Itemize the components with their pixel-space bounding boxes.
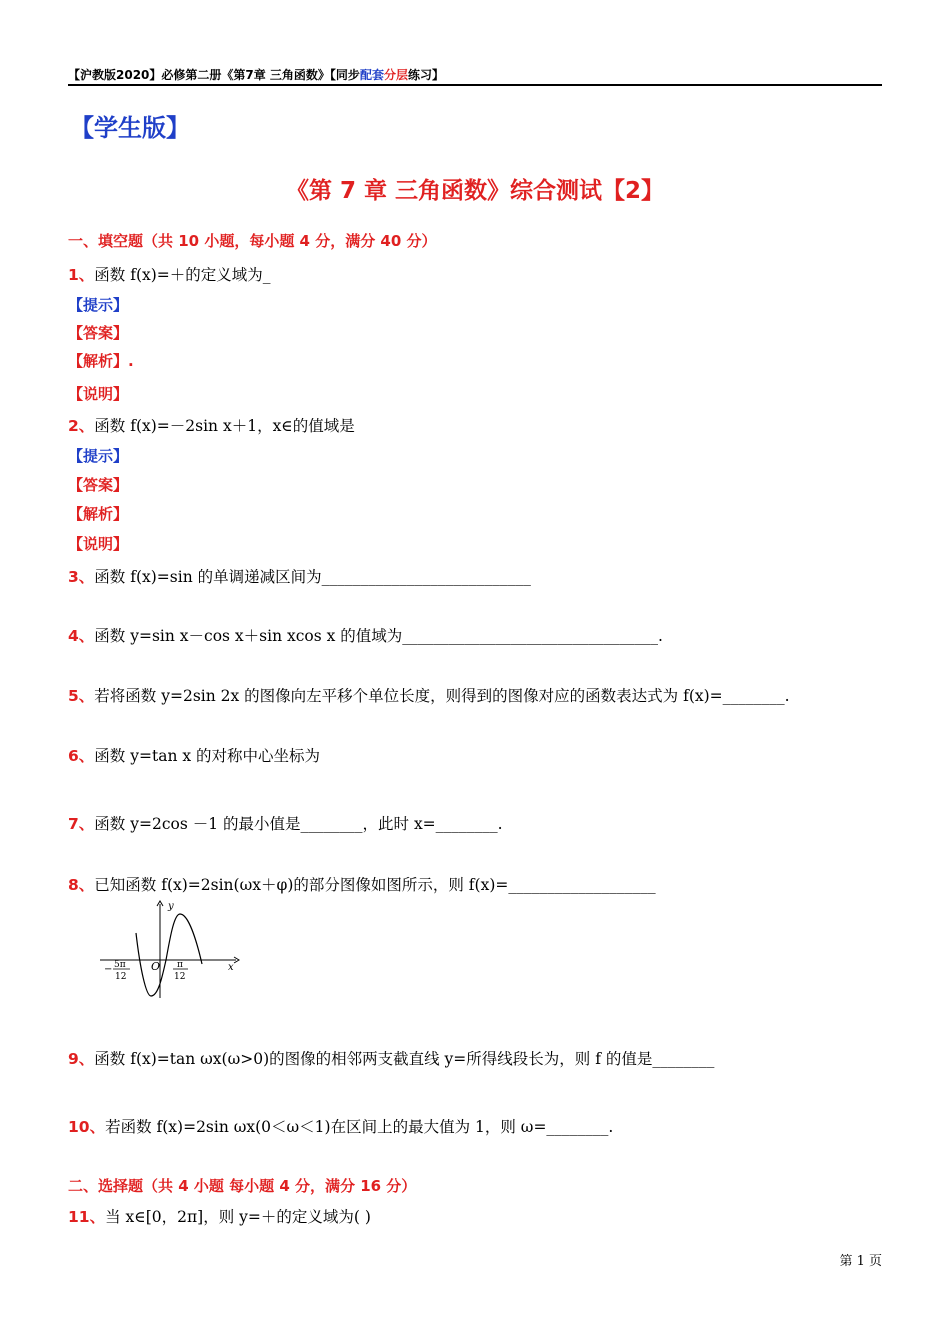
sine-graph-figure bbox=[98, 898, 248, 1000]
analysis-label: 【解析】. bbox=[68, 352, 134, 370]
section-heading-choice: 二、选择题（共 4 小题 每小题 4 分，满分 16 分） bbox=[68, 1177, 417, 1195]
question-text: 函数 f(x)=sin 的单调递减区间为___________________________ bbox=[94, 568, 531, 586]
question-text: 函数 f(x)=＋的定义域为_ bbox=[94, 266, 271, 284]
header-highlight-red: 分层 bbox=[383, 68, 408, 82]
question-4 bbox=[68, 624, 663, 646]
question-text: 函数 f(x)=－2sin x＋1，x∈的值域是 bbox=[94, 417, 355, 435]
question-number: 5、 bbox=[68, 687, 95, 705]
section-heading-fill-in: 一、填空题（共 10 小题，每小题 4 分，满分 40 分） bbox=[68, 232, 437, 250]
edition-label: 【学生版】 bbox=[70, 114, 190, 142]
question-8 bbox=[68, 873, 656, 895]
question-number: 8、 bbox=[68, 876, 95, 894]
note-label: 【说明】 bbox=[68, 385, 129, 403]
note-label: 【说明】 bbox=[68, 535, 129, 553]
hint-label: 【提示】 bbox=[68, 296, 129, 314]
answer-label: 【答案】 bbox=[68, 324, 129, 342]
left-tick-numerator: 5π bbox=[114, 960, 126, 970]
header-highlight-blue: 配套 bbox=[359, 68, 384, 82]
question-9 bbox=[68, 1047, 714, 1069]
question-6 bbox=[68, 744, 320, 766]
right-tick-denominator: 12 bbox=[174, 972, 186, 982]
sine-curve bbox=[136, 914, 202, 996]
question-number: 3、 bbox=[68, 568, 95, 586]
header-text: 【沪教版2020】必修第二册《第7章 三角函数》【同步 bbox=[68, 68, 360, 82]
header-divider bbox=[68, 84, 882, 86]
question-number: 2、 bbox=[68, 417, 95, 435]
question-10 bbox=[68, 1115, 613, 1137]
question-text: 函数 y=sin x－cos x＋sin xcos x 的值域为_________________________________. bbox=[94, 627, 663, 645]
question-text: 当 x∈[0，2π]，则 y=＋的定义域为( ) bbox=[105, 1208, 371, 1226]
analysis-label: 【解析】 bbox=[68, 505, 129, 523]
y-axis-label: y bbox=[168, 901, 174, 912]
question-number: 1、 bbox=[68, 266, 95, 284]
question-text: 函数 f(x)=tan ωx(ω>0)的图像的相邻两支截直线 y=所得线段长为，则 f 的值是________ bbox=[94, 1050, 715, 1068]
question-text: 函数 y=tan x 的对称中心坐标为 bbox=[94, 747, 321, 765]
question-text: 已知函数 f(x)=2sin(ωx＋φ)的部分图像如图所示，则 f(x)=___________________ bbox=[94, 876, 656, 894]
question-number: 7、 bbox=[68, 815, 95, 833]
header-text-end: 练习】 bbox=[407, 68, 444, 82]
x-axis-label: x bbox=[228, 962, 234, 973]
question-1 bbox=[68, 263, 271, 285]
origin-label: O bbox=[151, 960, 161, 973]
question-text: 函数 y=2cos －1 的最小值是________，此时 x=________. bbox=[94, 815, 503, 833]
question-text: 若将函数 y=2sin 2x 的图像向左平移个单位长度，则得到的图像对应的函数表达式为 f(x)=________. bbox=[94, 687, 790, 705]
question-3 bbox=[68, 565, 531, 587]
question-2 bbox=[68, 414, 355, 436]
document-title: 《第 7 章 三角函数》综合测试【2】 bbox=[285, 178, 665, 204]
hint-label: 【提示】 bbox=[68, 447, 129, 465]
question-number: 4、 bbox=[68, 627, 95, 645]
left-tick-sign: − bbox=[104, 964, 113, 975]
question-number: 11、 bbox=[68, 1208, 106, 1226]
page-header bbox=[68, 66, 444, 83]
question-number: 10、 bbox=[68, 1118, 106, 1136]
right-tick-numerator: π bbox=[177, 960, 183, 970]
left-tick-denominator: 12 bbox=[115, 972, 127, 982]
question-number: 9、 bbox=[68, 1050, 95, 1068]
question-text: 若函数 f(x)=2sin ωx(0＜ω＜1)在区间上的最大值为 1，则 ω=________. bbox=[105, 1118, 614, 1136]
page-number: 第 1 页 bbox=[839, 1254, 882, 1269]
question-5 bbox=[68, 684, 790, 706]
question-7 bbox=[68, 812, 503, 834]
question-number: 6、 bbox=[68, 747, 95, 765]
answer-label: 【答案】 bbox=[68, 476, 129, 494]
question-11 bbox=[68, 1205, 371, 1227]
